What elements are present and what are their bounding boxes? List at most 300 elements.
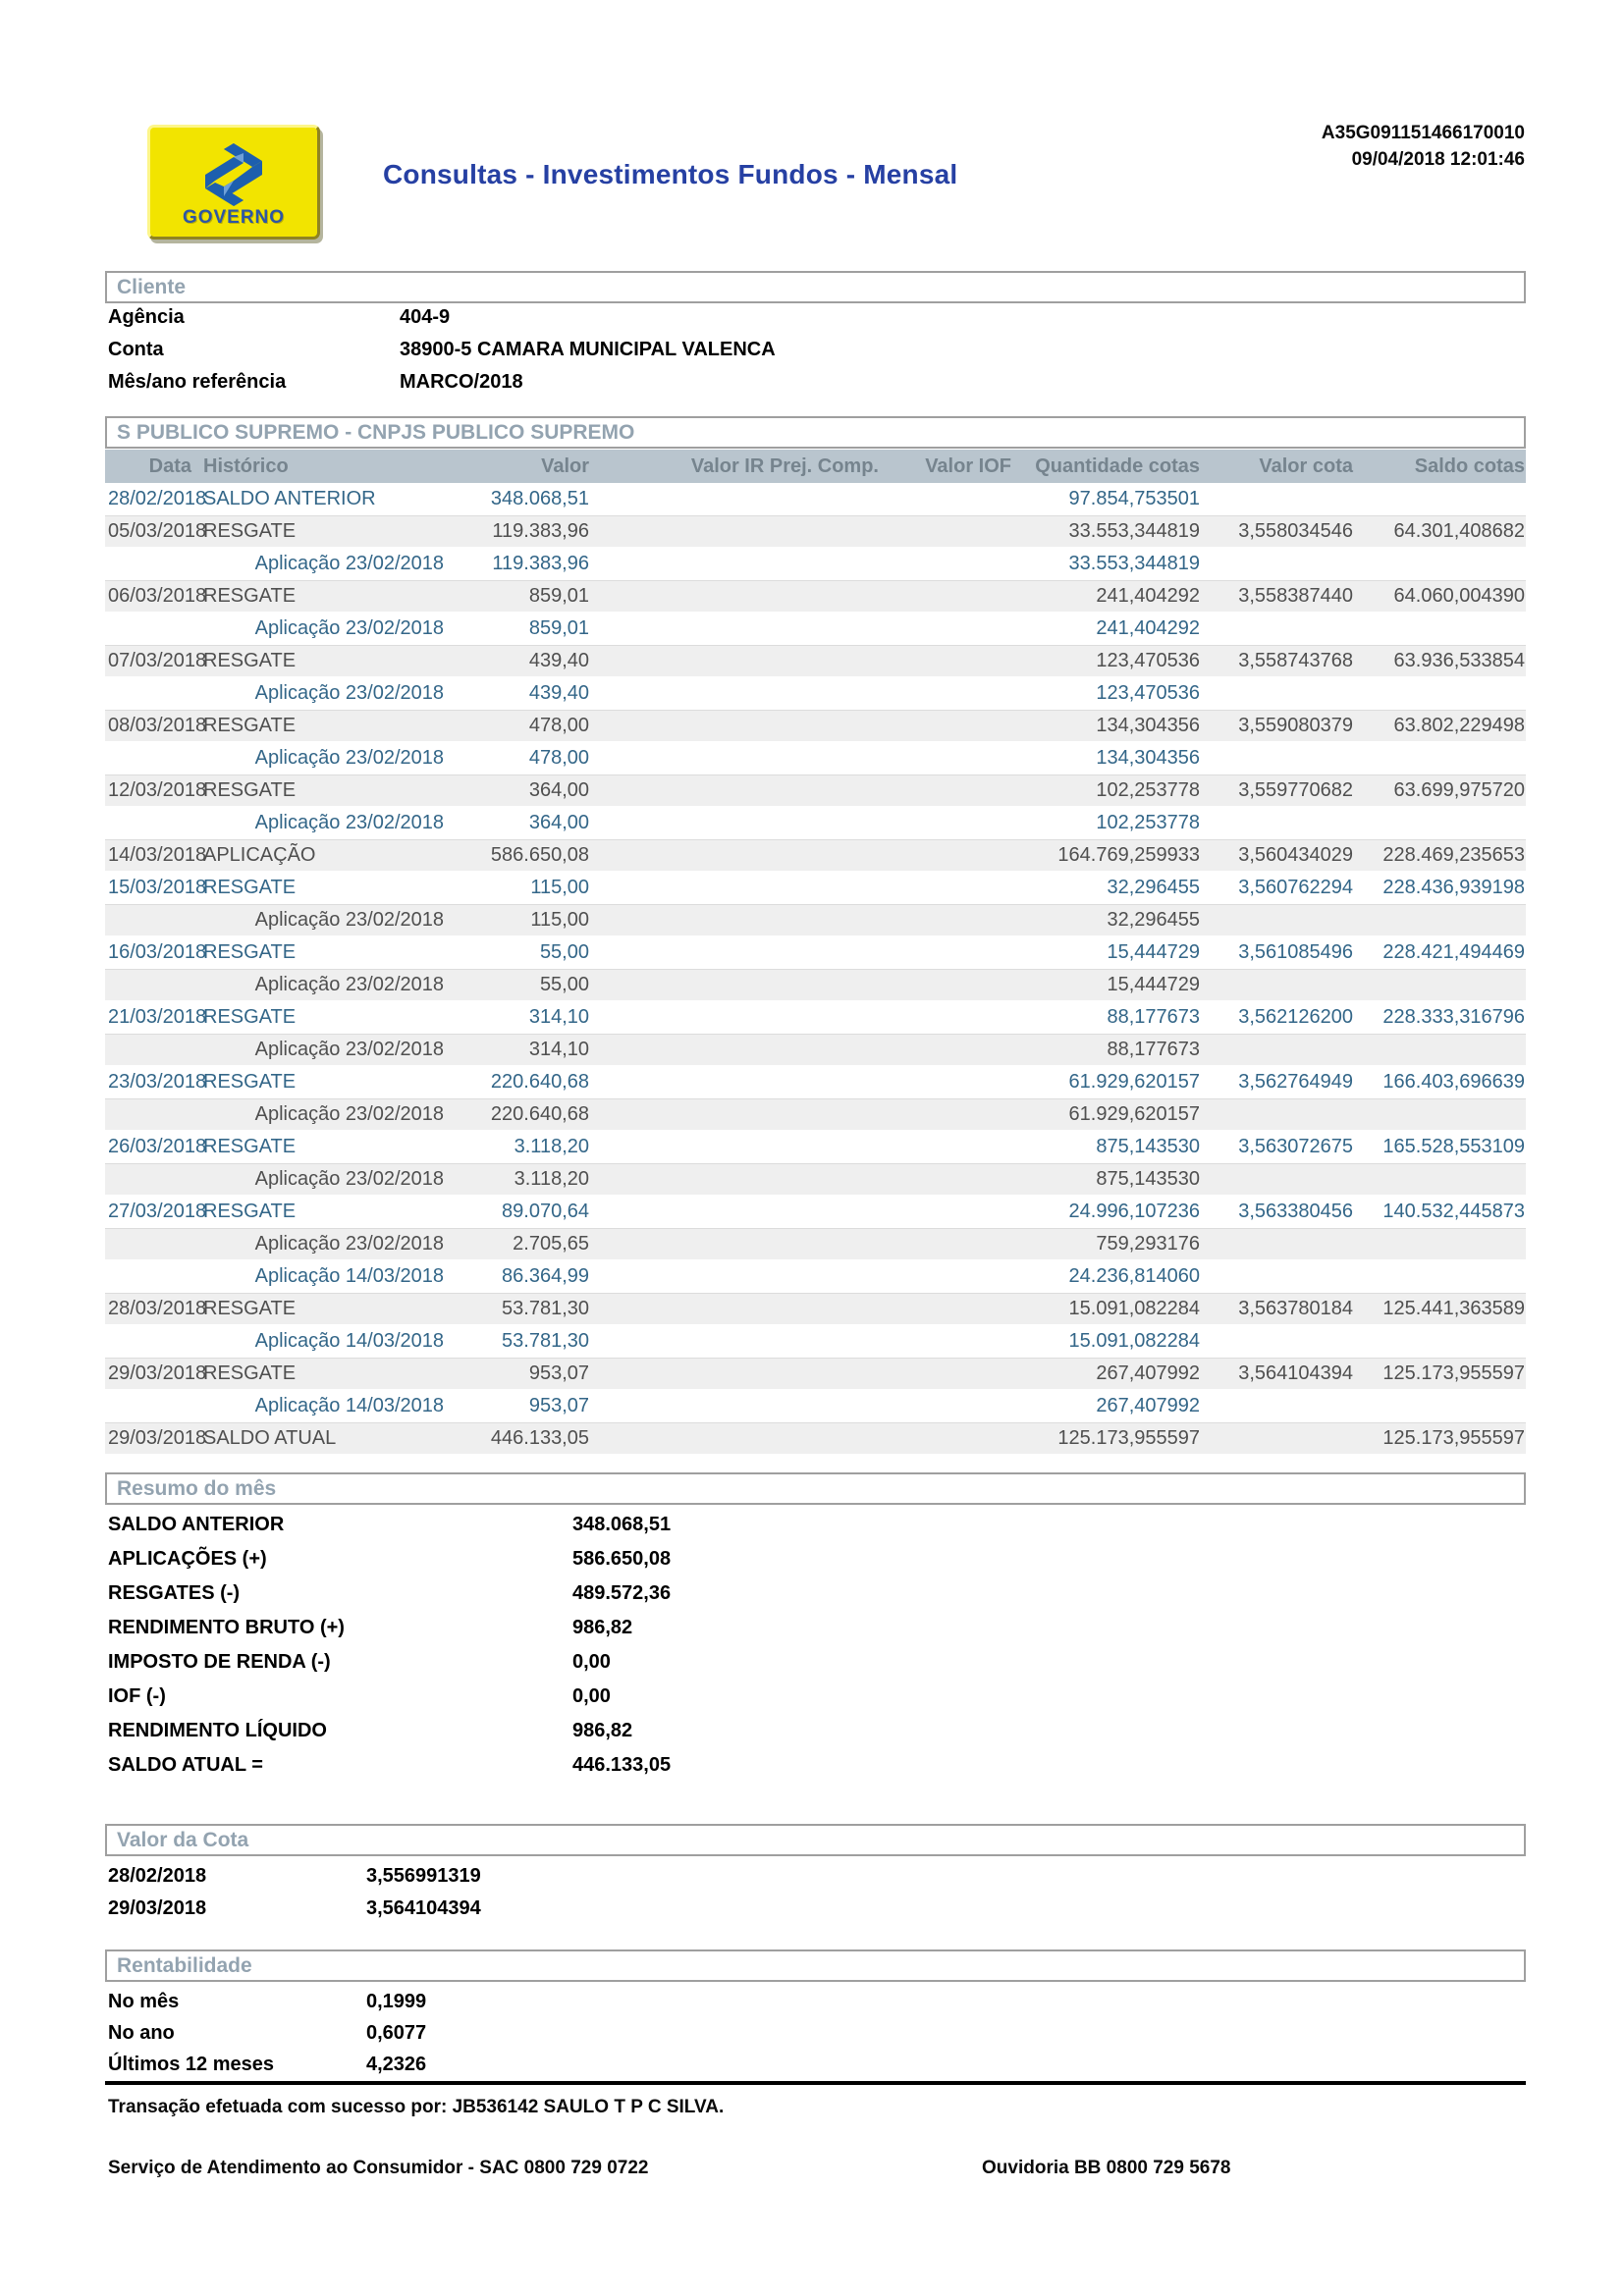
cell-valor: 314,10: [528, 1006, 589, 1028]
cell-historico: Aplicação 23/02/2018: [254, 1168, 444, 1190]
column-header-valor-ir: Valor IR Prej. Comp.: [690, 455, 879, 477]
table-row: [105, 645, 1526, 677]
cell-quantidade: 88,177673: [1107, 1039, 1200, 1060]
cell-valor_cota: [1200, 905, 1353, 935]
cell-data: [105, 1229, 201, 1259]
cell-quantidade: 15.091,082284: [1068, 1330, 1200, 1352]
cell-valor_ir: [589, 1196, 879, 1228]
cell-data: [105, 1099, 201, 1130]
cell-valor_iof: [879, 742, 1011, 774]
cell-quantidade: 61.929,620157: [1068, 1103, 1200, 1125]
cell-valor_ir: [589, 1164, 879, 1195]
cell-valor_cota: 3,563380456: [1238, 1201, 1353, 1222]
cell-saldo: 125.173,955597: [1382, 1362, 1525, 1384]
cell-valor: 86.364,99: [502, 1265, 589, 1287]
resumo-value: 586.650,08: [572, 1548, 672, 1570]
cell-quantidade: 241,404292: [1096, 617, 1200, 639]
cell-quantidade: 267,407992: [1096, 1395, 1200, 1416]
rentabilidade-label: Últimos 12 meses: [108, 2054, 274, 2075]
resumo-label: SALDO ANTERIOR: [108, 1514, 285, 1535]
cell-saldo: 63.936,533854: [1393, 650, 1525, 671]
cell-valor_ir: [589, 1390, 879, 1422]
cell-valor_cota: 3,562126200: [1238, 1006, 1353, 1028]
cell-historico: Aplicação 14/03/2018: [254, 1330, 444, 1352]
table-row: [105, 515, 1526, 548]
section-rentabilidade-header: Rentabilidade: [105, 1949, 1526, 1982]
cell-historico: SALDO ANTERIOR: [203, 488, 376, 509]
table-row: [105, 969, 1526, 1001]
cell-quantidade: 97.854,753501: [1068, 488, 1200, 509]
cell-data: 27/03/2018: [108, 1201, 207, 1222]
column-header-quantidade: Quantidade cotas: [1035, 455, 1200, 477]
cell-saldo: [1353, 1229, 1526, 1259]
cell-valor_cota: 3,564104394: [1238, 1362, 1353, 1384]
ouvidoria-phone-text: Ouvidoria BB 0800 729 5678: [982, 2158, 1231, 2178]
cell-valor_cota: [1200, 483, 1353, 515]
cell-valor_cota: 3,559080379: [1238, 715, 1353, 736]
cell-historico: RESGATE: [203, 941, 297, 963]
client-field-value: 404-9: [400, 306, 451, 328]
cell-historico: RESGATE: [203, 1136, 297, 1157]
resumo-label: APLICAÇÕES (+): [108, 1548, 267, 1570]
cell-saldo: [1353, 613, 1526, 645]
cell-valor_iof: [879, 1325, 1011, 1358]
cell-valor: 439,40: [528, 650, 589, 671]
list-item: [0, 1651, 1624, 1677]
cell-valor_ir: [589, 1035, 879, 1065]
cell-quantidade: 24.996,107236: [1068, 1201, 1200, 1222]
fund-table-body: [105, 483, 1526, 1455]
cell-historico: Aplicação 14/03/2018: [254, 1265, 444, 1287]
resumo-label: IOF (-): [108, 1685, 166, 1707]
cell-data: [105, 1260, 201, 1293]
cell-valor_iof: [879, 516, 1011, 547]
cell-valor_cota: 3,560434029: [1238, 844, 1353, 866]
cell-valor_cota: 3,558034546: [1238, 520, 1353, 542]
table-row: [105, 1196, 1526, 1228]
cell-quantidade: 32,296455: [1107, 909, 1200, 931]
fund-table: [105, 450, 1526, 1455]
table-row: [105, 742, 1526, 774]
cell-valor_cota: [1200, 677, 1353, 710]
cell-valor_iof: [879, 677, 1011, 710]
list-item: [0, 339, 1624, 364]
rentabilidade-value: 4,2326: [366, 2054, 427, 2075]
cell-valor: 364,00: [528, 779, 589, 801]
resumo-value: 0,00: [572, 1685, 611, 1707]
cell-valor_iof: [879, 807, 1011, 839]
cell-valor: 119.383,96: [492, 553, 589, 574]
cell-saldo: [1353, 807, 1526, 839]
resumo-label: RENDIMENTO BRUTO (+): [108, 1617, 345, 1638]
cell-valor_ir: [589, 1260, 879, 1293]
resumo-value: 0,00: [572, 1651, 611, 1673]
cell-historico: RESGATE: [203, 650, 297, 671]
list-item: [0, 1514, 1624, 1539]
table-row: [105, 1098, 1526, 1131]
cell-quantidade: 123,470536: [1096, 650, 1200, 671]
cota-date-label: 28/02/2018: [108, 1865, 207, 1887]
logo-caption: GOVERNO: [182, 207, 286, 228]
list-item: [0, 1897, 1624, 1923]
cell-valor_iof: [879, 646, 1011, 676]
cell-saldo: 64.301,408682: [1393, 520, 1525, 542]
cell-saldo: 125.441,363589: [1382, 1298, 1525, 1319]
cell-valor_cota: 3,561085496: [1238, 941, 1353, 963]
cell-data: [105, 1325, 201, 1358]
cell-data: 26/03/2018: [108, 1136, 207, 1157]
cell-data: 12/03/2018: [108, 779, 207, 801]
cell-data: 28/03/2018: [108, 1298, 207, 1319]
column-header-valor-cota: Valor cota: [1259, 455, 1353, 477]
cell-valor_iof: [879, 1131, 1011, 1163]
cell-saldo: 64.060,004390: [1393, 585, 1525, 607]
table-row: [105, 1228, 1526, 1260]
cell-saldo: [1353, 1325, 1526, 1358]
column-header-data: Data: [148, 455, 191, 477]
section-cliente-header: Cliente: [105, 271, 1526, 303]
cell-data: [105, 742, 201, 774]
cell-data: [105, 548, 201, 580]
cell-valor_ir: [589, 613, 879, 645]
cell-valor_ir: [589, 1423, 879, 1454]
bank-logo: [147, 125, 320, 240]
cell-valor_iof: [879, 581, 1011, 612]
cell-historico: RESGATE: [203, 1201, 297, 1222]
cell-valor_ir: [589, 970, 879, 1000]
column-header-valor-iof: Valor IOF: [925, 455, 1011, 477]
list-item: [0, 1548, 1624, 1574]
cell-historico: RESGATE: [203, 715, 297, 736]
cell-valor_iof: [879, 970, 1011, 1000]
cell-valor: 953,07: [528, 1362, 589, 1384]
cell-valor: 220.640,68: [490, 1103, 589, 1125]
sac-phone-text: Serviço de Atendimento ao Consumidor - SAC 0800 729 0722: [108, 2158, 649, 2178]
cell-valor_iof: [879, 872, 1011, 904]
list-item: [0, 1720, 1624, 1745]
cell-data: 07/03/2018: [108, 650, 207, 671]
table-row: [105, 936, 1526, 969]
cell-saldo: 228.469,235653: [1382, 844, 1525, 866]
resumo-label: RESGATES (-): [108, 1582, 241, 1604]
cell-saldo: [1353, 742, 1526, 774]
cell-valor_ir: [589, 1131, 879, 1163]
list-item: [0, 1865, 1624, 1891]
cell-data: [105, 1164, 201, 1195]
rentabilidade-value: 0,1999: [366, 1991, 427, 2012]
cell-valor: 53.781,30: [502, 1298, 589, 1319]
resumo-label: IMPOSTO DE RENDA (-): [108, 1651, 331, 1673]
table-row: [105, 774, 1526, 807]
cell-saldo: 166.403,696639: [1382, 1071, 1525, 1093]
list-item: [0, 2022, 1624, 2048]
cell-historico: RESGATE: [203, 585, 297, 607]
cell-quantidade: 241,404292: [1096, 585, 1200, 607]
cell-valor_iof: [879, 1359, 1011, 1389]
cell-valor: 55,00: [539, 941, 589, 963]
cell-historico: Aplicação 23/02/2018: [254, 682, 444, 704]
cell-data: [105, 970, 201, 1000]
cell-valor_ir: [589, 1294, 879, 1324]
cell-valor_iof: [879, 1099, 1011, 1130]
cell-valor_cota: [1200, 548, 1353, 580]
cell-historico: RESGATE: [203, 1006, 297, 1028]
cell-saldo: [1353, 1164, 1526, 1195]
section-resumo-header: Resumo do mês: [105, 1472, 1526, 1505]
cell-valor: 220.640,68: [490, 1071, 589, 1093]
cell-quantidade: 759,293176: [1096, 1233, 1200, 1255]
cell-saldo: 228.333,316796: [1382, 1006, 1525, 1028]
cell-quantidade: 164.769,259933: [1057, 844, 1200, 866]
cell-quantidade: 875,143530: [1096, 1168, 1200, 1190]
cell-valor_ir: [589, 483, 879, 515]
table-row: [105, 710, 1526, 742]
cell-historico: APLICAÇÃO: [203, 844, 316, 866]
list-item: [0, 1685, 1624, 1711]
cell-valor_cota: 3,558387440: [1238, 585, 1353, 607]
client-field-value: 38900-5 CAMARA MUNICIPAL VALENCA: [400, 339, 776, 360]
cell-data: 29/03/2018: [108, 1427, 207, 1449]
cell-valor_ir: [589, 872, 879, 904]
cell-valor_cota: [1200, 1423, 1353, 1454]
client-field-label: Agência: [108, 306, 185, 328]
list-item: [0, 306, 1624, 332]
rentabilidade-label: No mês: [108, 1991, 180, 2012]
cell-valor_cota: 3,562764949: [1238, 1071, 1353, 1093]
cell-valor_ir: [589, 840, 879, 871]
table-row: [105, 807, 1526, 839]
cell-valor_ir: [589, 1229, 879, 1259]
cell-valor_ir: [589, 742, 879, 774]
cell-saldo: [1353, 905, 1526, 935]
rentabilidade-label: No ano: [108, 2022, 175, 2044]
cell-valor_iof: [879, 1196, 1011, 1228]
resumo-label: RENDIMENTO LÍQUIDO: [108, 1720, 327, 1741]
cell-quantidade: 125.173,955597: [1057, 1427, 1200, 1449]
cell-quantidade: 267,407992: [1096, 1362, 1200, 1384]
list-item: [0, 1582, 1624, 1608]
column-header-historico: Histórico: [203, 455, 289, 477]
cell-valor_cota: 3,559770682: [1238, 779, 1353, 801]
cell-historico: Aplicação 23/02/2018: [254, 974, 444, 995]
cell-valor_cota: 3,560762294: [1238, 877, 1353, 898]
resumo-value: 446.133,05: [572, 1754, 672, 1776]
cell-quantidade: 33.553,344819: [1068, 553, 1200, 574]
cell-saldo: [1353, 677, 1526, 710]
cell-historico: RESGATE: [203, 779, 297, 801]
cell-historico: RESGATE: [203, 1298, 297, 1319]
cell-saldo: 63.699,975720: [1393, 779, 1525, 801]
cell-valor_cota: [1200, 1390, 1353, 1422]
cell-valor_cota: 3,563780184: [1238, 1298, 1353, 1319]
cell-valor: 859,01: [528, 585, 589, 607]
cell-valor: 446.133,05: [490, 1427, 589, 1449]
section-cota-header: Valor da Cota: [105, 1824, 1526, 1856]
document-number: A35G091151466170010: [1321, 123, 1525, 143]
table-row: [105, 1293, 1526, 1325]
cell-data: [105, 905, 201, 935]
cell-valor_iof: [879, 905, 1011, 935]
cell-valor_iof: [879, 1260, 1011, 1293]
client-field-label: Conta: [108, 339, 164, 360]
cell-saldo: 125.173,955597: [1382, 1427, 1525, 1449]
cell-data: [105, 1035, 201, 1065]
list-item: [0, 1991, 1624, 2016]
table-row: [105, 580, 1526, 613]
cell-data: 28/02/2018: [108, 488, 207, 509]
table-row: [105, 483, 1526, 515]
cell-valor_ir: [589, 1001, 879, 1034]
cell-valor_ir: [589, 775, 879, 806]
cell-valor_ir: [589, 516, 879, 547]
footer-divider: [105, 2081, 1526, 2085]
cell-historico: SALDO ATUAL: [203, 1427, 337, 1449]
cell-valor_ir: [589, 1359, 879, 1389]
cell-saldo: [1353, 970, 1526, 1000]
cell-valor_ir: [589, 1325, 879, 1358]
cell-historico: Aplicação 23/02/2018: [254, 909, 444, 931]
cell-valor: 586.650,08: [490, 844, 589, 866]
cell-quantidade: 102,253778: [1096, 812, 1200, 833]
cell-quantidade: 875,143530: [1096, 1136, 1200, 1157]
resumo-label: SALDO ATUAL =: [108, 1754, 263, 1776]
cell-valor_cota: [1200, 1035, 1353, 1065]
cell-valor_ir: [589, 711, 879, 741]
cell-valor_cota: [1200, 807, 1353, 839]
table-row: [105, 548, 1526, 580]
cell-data: 05/03/2018: [108, 520, 207, 542]
cell-valor_iof: [879, 1035, 1011, 1065]
cell-data: [105, 807, 201, 839]
cell-valor_iof: [879, 1164, 1011, 1195]
cell-valor_cota: [1200, 970, 1353, 1000]
list-item: [0, 1754, 1624, 1780]
client-field-value: MARCO/2018: [400, 371, 523, 393]
cell-valor_ir: [589, 548, 879, 580]
cell-data: 16/03/2018: [108, 941, 207, 963]
cell-historico: Aplicação 14/03/2018: [254, 1395, 444, 1416]
cota-value: 3,556991319: [366, 1865, 481, 1887]
cell-valor: 3.118,20: [514, 1136, 589, 1157]
cell-historico: RESGATE: [203, 877, 297, 898]
cell-valor_iof: [879, 775, 1011, 806]
cell-quantidade: 134,304356: [1096, 747, 1200, 769]
cell-valor_iof: [879, 613, 1011, 645]
cell-valor_cota: [1200, 1099, 1353, 1130]
cell-data: 15/03/2018: [108, 877, 207, 898]
cell-data: 14/03/2018: [108, 844, 207, 866]
column-header-valor: Valor: [541, 455, 589, 477]
client-field-label: Mês/ano referência: [108, 371, 287, 393]
cell-valor_cota: [1200, 742, 1353, 774]
cell-valor_cota: 3,558743768: [1238, 650, 1353, 671]
cell-valor_cota: [1200, 1229, 1353, 1259]
cell-valor: 55,00: [539, 974, 589, 995]
cell-valor_iof: [879, 1229, 1011, 1259]
cell-data: [105, 1390, 201, 1422]
cell-data: 06/03/2018: [108, 585, 207, 607]
section-fund-header: S PUBLICO SUPREMO - CNPJS PUBLICO SUPREMO: [105, 416, 1526, 449]
document-timestamp: 09/04/2018 12:01:46: [1351, 149, 1525, 170]
cell-saldo: [1353, 1260, 1526, 1293]
cell-historico: Aplicação 23/02/2018: [254, 747, 444, 769]
cell-historico: RESGATE: [203, 1071, 297, 1093]
cell-valor_iof: [879, 1066, 1011, 1098]
table-row: [105, 1325, 1526, 1358]
cell-saldo: [1353, 483, 1526, 515]
cell-valor: 953,07: [528, 1395, 589, 1416]
cell-valor_iof: [879, 548, 1011, 580]
cell-valor: 119.383,96: [492, 520, 589, 542]
cell-quantidade: 32,296455: [1107, 877, 1200, 898]
cell-historico: Aplicação 23/02/2018: [254, 812, 444, 833]
cell-valor_iof: [879, 1001, 1011, 1034]
cell-valor_ir: [589, 905, 879, 935]
cell-quantidade: 102,253778: [1096, 779, 1200, 801]
cell-valor: 89.070,64: [502, 1201, 589, 1222]
bb-logo-icon: [201, 139, 266, 210]
cell-data: [105, 613, 201, 645]
cell-quantidade: 33.553,344819: [1068, 520, 1200, 542]
cell-valor_iof: [879, 1390, 1011, 1422]
cell-saldo: [1353, 548, 1526, 580]
cell-valor_iof: [879, 711, 1011, 741]
cell-quantidade: 15,444729: [1107, 941, 1200, 963]
cell-valor_ir: [589, 677, 879, 710]
table-row: [105, 1390, 1526, 1422]
cell-quantidade: 134,304356: [1096, 715, 1200, 736]
cell-valor: 348.068,51: [490, 488, 589, 509]
cell-quantidade: 61.929,620157: [1068, 1071, 1200, 1093]
cell-historico: Aplicação 23/02/2018: [254, 1039, 444, 1060]
cell-valor_ir: [589, 1099, 879, 1130]
page-title: Consultas - Investimentos Fundos - Mensal: [383, 159, 958, 189]
cell-valor: 2.705,65: [513, 1233, 589, 1255]
cell-historico: Aplicação 23/02/2018: [254, 1103, 444, 1125]
cell-valor: 115,00: [530, 877, 589, 898]
cell-valor_cota: 3,563072675: [1238, 1136, 1353, 1157]
cell-valor_ir: [589, 1066, 879, 1098]
cell-valor_iof: [879, 936, 1011, 969]
table-row: [105, 1001, 1526, 1034]
cell-valor_cota: [1200, 1260, 1353, 1293]
cell-valor: 115,00: [530, 909, 589, 931]
cell-saldo: 228.421,494469: [1382, 941, 1525, 963]
cell-saldo: 140.532,445873: [1382, 1201, 1525, 1222]
fund-table-header-row: [105, 450, 1526, 483]
rentabilidade-value: 0,6077: [366, 2022, 427, 2044]
cell-valor: 3.118,20: [514, 1168, 589, 1190]
table-row: [105, 904, 1526, 936]
cell-saldo: [1353, 1099, 1526, 1130]
resumo-value: 489.572,36: [572, 1582, 672, 1604]
table-row: [105, 1131, 1526, 1163]
cell-valor_ir: [589, 807, 879, 839]
cell-valor: 314,10: [528, 1039, 589, 1060]
transaction-status-text: Transação efetuada com sucesso por: JB536142 SAULO T P C SILVA.: [108, 2097, 725, 2117]
cell-saldo: 165.528,553109: [1382, 1136, 1525, 1157]
column-header-saldo: Saldo cotas: [1414, 455, 1525, 477]
cell-saldo: [1353, 1390, 1526, 1422]
cell-valor: 478,00: [528, 715, 589, 736]
cota-date-label: 29/03/2018: [108, 1897, 207, 1919]
table-row: [105, 839, 1526, 872]
cell-valor_ir: [589, 936, 879, 969]
resumo-value: 348.068,51: [572, 1514, 672, 1535]
cell-valor: 859,01: [528, 617, 589, 639]
cell-quantidade: 123,470536: [1096, 682, 1200, 704]
cell-quantidade: 88,177673: [1107, 1006, 1200, 1028]
